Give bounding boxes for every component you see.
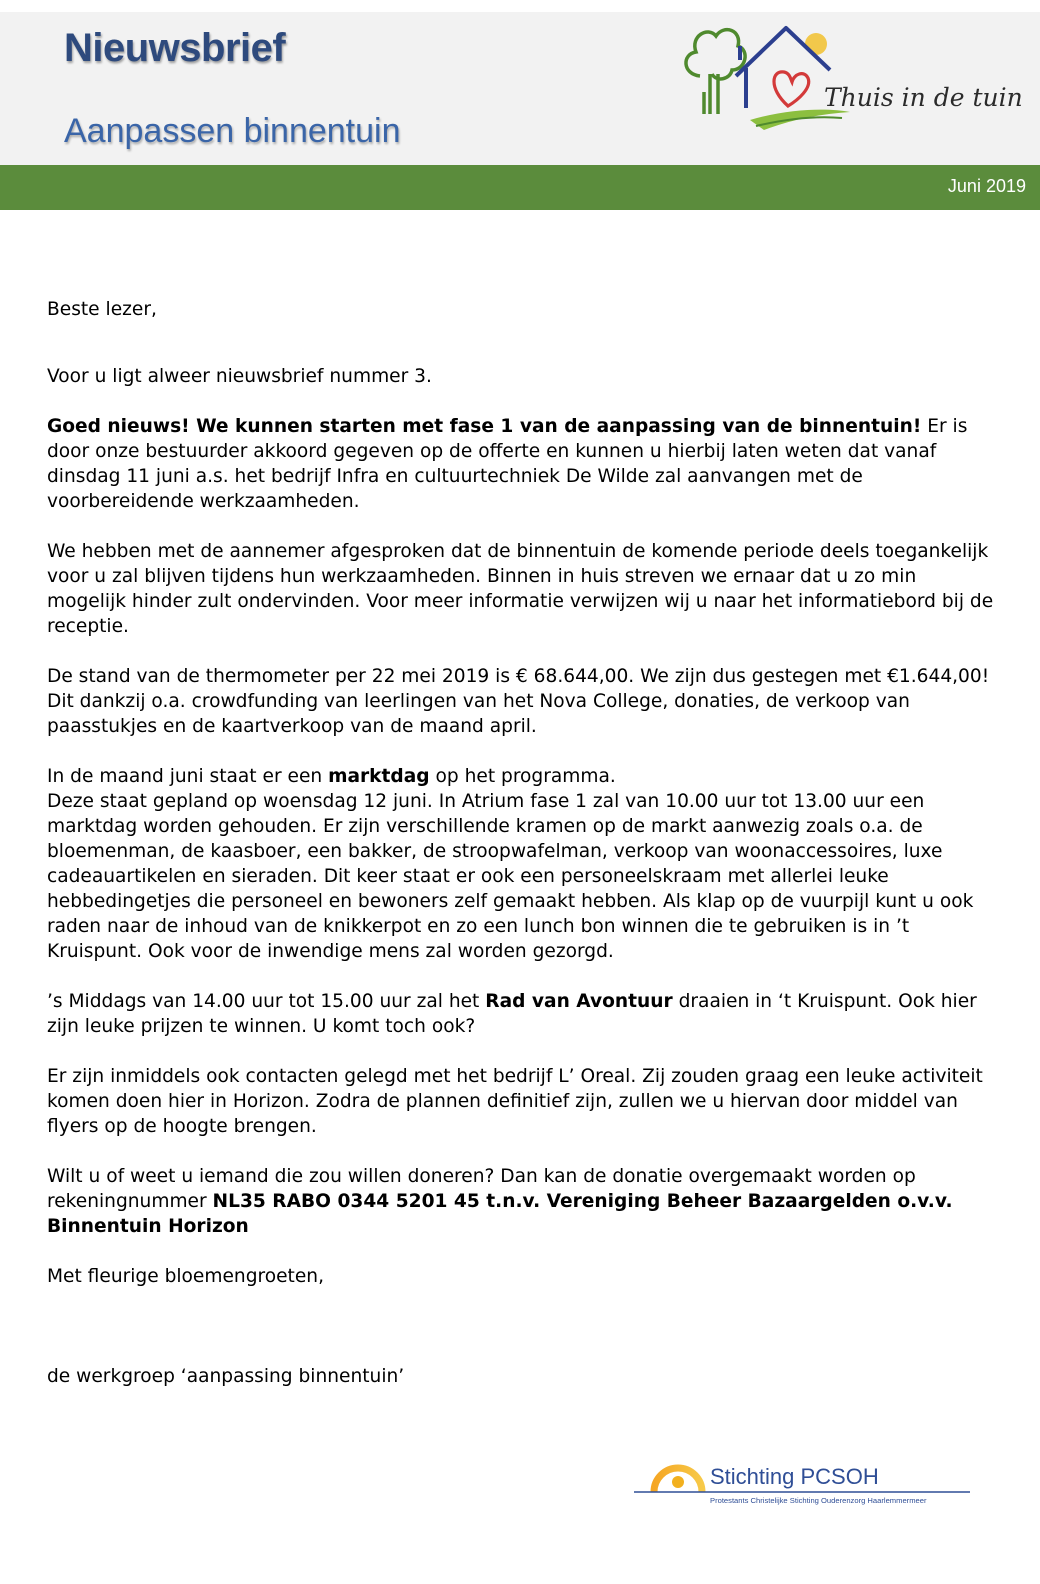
bank-account: NL35 RABO 0344 5201 45 t.n.v. Vereniging Beheer Bazaargelden o.v.v. Binnentuin Horizon	[47, 1191, 953, 1237]
paragraph-start-phase-text: Er is door onze bestuurder akkoord gegeven op de offerte en kunnen u hierbij laten weten dat vanaf dinsdag 11 juni a.s. het bedrijf Infra en cultuurtechniek De Wilde zal aanvangen met de voorbereidende werkzaamheden.	[47, 416, 968, 512]
thuis-in-de-tuin-logo	[680, 16, 1023, 138]
paragraph-donation	[47, 1164, 997, 1239]
rad-intro: ’s Middags van 14.00 uur tot 15.00 uur zal het	[47, 991, 486, 1012]
sun-dot-icon	[672, 1476, 684, 1488]
paragraph-accessibility: We hebben met de aannemer afgesproken dat de binnentuin de komende periode deels toegankelijk voor u zal blijven tijdens hun werkzaamheden. Binnen in huis streven we ernaar dat u zo min mogelijk hinder zult ondervinden. Voor meer informatie verwijzen wij u naar het informatiebord bij de receptie.	[47, 541, 994, 637]
tree-icon	[686, 30, 745, 114]
paragraph-loreal: Er zijn inmiddels ook contacten gelegd met het bedrijf L’ Oreal. Zij zouden graag een leuke activiteit komen doen hier in Horizon. Zodra de plannen definitief zijn, zullen we u hiervan door middel van flyers op de hoogte brengen.	[47, 1066, 983, 1137]
marktdag-bold: marktdag	[328, 766, 430, 787]
marktdag-intro: In de maand juni staat er een	[47, 766, 329, 787]
newsletter-subtitle: Aanpassen binnentuin	[64, 112, 401, 150]
heart-icon	[774, 72, 809, 106]
paragraph-marktdag	[47, 764, 997, 789]
signature: de werkgroep ‘aanpassing binnentuin’	[47, 1366, 405, 1387]
logo-text: Thuis in de tuin	[824, 83, 1023, 112]
org-tagline: Protestants Christelijke Stichting Ouderenzorg Haarlemmermeer	[710, 1496, 927, 1505]
grass-swoosh	[750, 110, 850, 130]
stichting-pcsoh-logo	[626, 1452, 976, 1512]
rad-bold: Rad van Avontuur	[485, 991, 673, 1012]
letter-body	[47, 297, 997, 1389]
paragraph-rad-van-avontuur	[47, 989, 997, 1039]
intro-paragraph: Voor u ligt alweer nieuwsbrief nummer 3.	[47, 366, 432, 387]
paragraph-marktdag-details: Deze staat gepland op woensdag 12 juni. In Atrium fase 1 zal van 10.00 uur tot 13.00 uur een marktdag worden gehouden. Er zijn verschillende kramen op de markt aanwezig zoals o.a. de bloemenman, de kaasboer, een bakker, de stroopwafelman, verkoop van woonaccessoires, luxe cadeauartikelen en sieraden. Dit keer staat er ook een personeelskraam met allerlei leuke hebbedingetjes die personeel en bewoners zelf gemaakt hebben. Als klap op de vuurpijl kunt u ook raden naar de inhoud van de knikkerpot en zo een lunch bon winnen die te gebruiken is in ’t Kruispunt. Ook voor de inwendige mens zal worden gezorgd.	[47, 791, 974, 962]
rad-end: draaien in ‘t Kruispunt. Ook hier zijn leuke prijzen te winnen. U komt toch ook?	[47, 991, 977, 1037]
paragraph-thermometer: De stand van de thermometer per 22 mei 2019 is € 68.644,00. We zijn dus gestegen met €1.644,00! Dit dankzij o.a. crowdfunding van leerlingen van het Nova College, donaties, de verkoop van paasstukjes en de kaartverkoop van de maand april.	[47, 666, 990, 737]
closing: Met fleurige bloemengroeten,	[47, 1266, 324, 1287]
paragraph-start-phase	[47, 414, 997, 514]
marktdag-intro-end: op het programma.	[429, 766, 616, 787]
date-bar	[0, 165, 1040, 210]
newsletter-title: Nieuwsbrief	[64, 26, 286, 70]
donation-text: Wilt u of weet u iemand die zou willen doneren? Dan kan de donatie overgemaakt worden op rekeningnummer	[47, 1166, 916, 1212]
good-news-text: Goed nieuws! We kunnen starten met fase 1 van de aanpassing van de binnentuin!	[47, 416, 922, 437]
org-name: Stichting PCSOH	[710, 1464, 879, 1489]
greeting: Beste lezer,	[47, 299, 157, 320]
issue-date: Juni 2019	[947, 176, 1026, 196]
